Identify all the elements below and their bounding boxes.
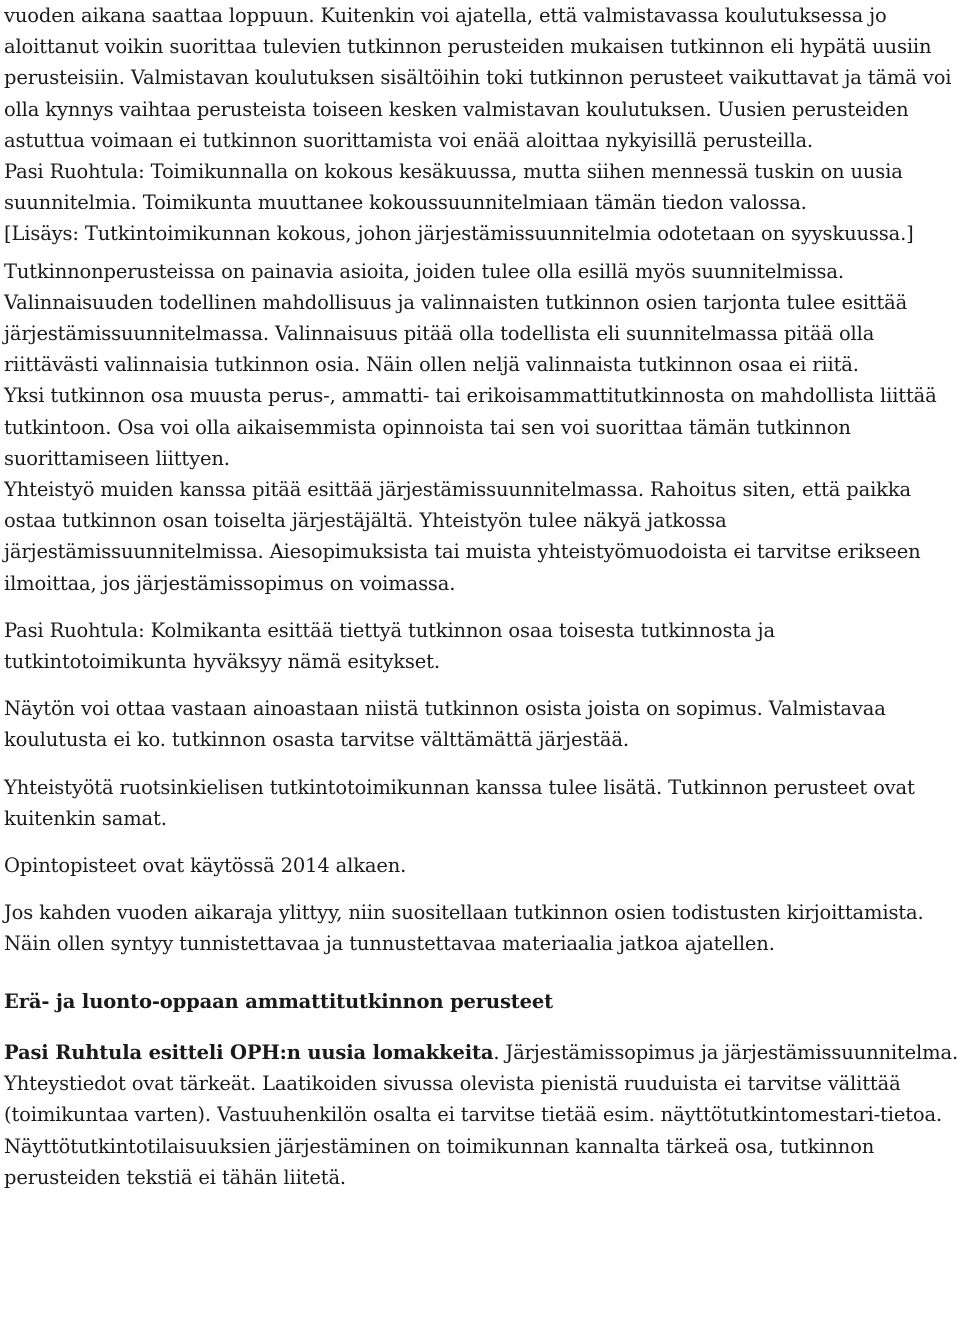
paragraph-kolmikanta: Pasi Ruohtula: Kolmikanta esittää tiettyä tutkinnon osaa toisesta tutkinnosta ja tutkintotoimikunta hyväksyy nämä esitykset. [4,618,775,674]
paragraph-valinnaisuus: Tutkinnonperusteissa on painavia asioita, joiden tulee olla esillä myös suunnitelmissa. Valinnaisuuden todellinen mahdollisuus ja valinnaisten tutkinnon osien tarjonta tulee esittää järjestämissuunnitelmassa. Valinnaisuus pitää olla todellista eli suunnitelmassa pitää olla riittävästi valinnaisia tutkinnon osia. Näin ollen neljä valinnaista tutkinnon osaa ei riitä. [4,259,908,377]
paragraph-ruotsinkielinen: Yhteistyötä ruotsinkielisen tutkintotoimikunnan kanssa tulee lisätä. Tutkinnon perusteet ovat kuitenkin samat. [4,775,915,830]
document-page [4,0,958,1193]
paragraph-naytto: Näytön voi ottaa vastaan ainoastaan niistä tutkinnon osista joista on sopimus. Valmistavaa koulutusta ei ko. tutkinnon osasta tarvitse välttämättä järjestää. [4,697,886,752]
paragraph-tutkinnon-osa: Yksi tutkinnon osa muusta perus-, ammatti- tai erikoisammattitutkinnosta on mahdollista liittää tutkintoon. Osa voi olla aikaisemmista opinnoista tai sen voi suorittaa tämän tutkinnon suorittamiseen liittyen. [4,384,937,470]
paragraph-ruohtula-meeting: Pasi Ruohtula: Toimikunnalla on kokous kesäkuussa, mutta siihen mennessä tuskin on uusia suunnitelmia. Toimikunta muuttanee kokoussuunnitelmiaan tämän tiedon valossa. [4,160,903,215]
lomakkeet-lead: Pasi Ruhtula esitteli OPH:n uusia lomakkeita [4,1040,494,1064]
paragraph-addendum: [Lisäys: Tutkintoimikunnan kokous, johon järjestämissuunnitelmia odotetaan on syyskuussa.] [4,222,914,246]
paragraph-lomakkeet [4,1037,958,1193]
section-heading: Erä- ja luonto-oppaan ammattitutkinnon perusteet [4,989,554,1013]
lomakkeet-body: . Järjestämissopimus ja järjestämissuunnitelma. Yhteystiedot ovat tärkeät. Laatikoiden sivussa olevista pienistä ruuduista ei tarvitse välittää (toimikuntaa varten). Vastuuhenkilön osalta ei tarvitse tietää esim. näyttötutkintomestari-tietoa. Näyttötutkintotilaisuuksien järjestäminen on toimikunnan kannalta tärkeä osa, tutkinnon perusteiden tekstiä ei tähän liitetä. [4,1040,958,1189]
paragraph-opintopisteet: Opintopisteet ovat käytössä 2014 alkaen. [4,854,407,878]
paragraph-yhteistyo: Yhteistyö muiden kanssa pitää esittää järjestämissuunnitelmassa. Rahoitus siten, että paikka ostaa tutkinnon osan toiselta järjestäjältä. Yhteistyön tulee näkyä jatkossa järjestämissuunnitelmissa. Aiesopimuksista tai muista yhteistyömuodoista ei tarvitse erikseen ilmoittaa, jos järjestämissopimus on voimassa. [4,478,921,595]
paragraph-aikaraja: Jos kahden vuoden aikaraja ylittyy, niin suositellaan tutkinnon osien todistusten kirjoittamista. Näin ollen syntyy tunnistettavaa ja tunnustettavaa materiaalia jatkoa ajatellen. [4,901,924,956]
paragraph-continuation: vuoden aikana saattaa loppuun. Kuitenkin voi ajatella, että valmistavassa koulutuksessa jo aloittanut voikin suorittaa tulevien tutkinnon perusteiden mukaisen tutkinnon eli hypätä uusiin perusteisiin. Valmistavan koulutuksen sisältöihin toki tutkinnon perusteet vaikuttavat ja tämä voi olla kynnys vaihtaa perusteista toiseen kesken valmistavan koulutuksen. Uusien perusteiden astuttua voimaan ei tutkinnon suorittamista voi enää aloittaa nykyisillä perusteilla. [4,4,952,152]
